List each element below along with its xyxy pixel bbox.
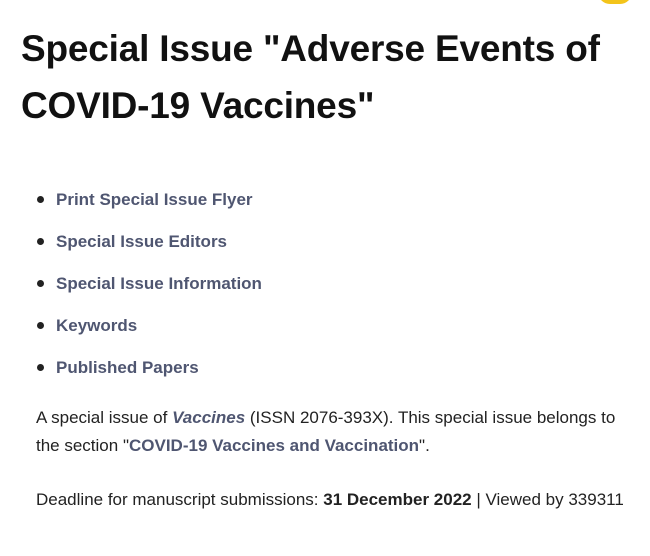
bullet-icon (37, 196, 44, 203)
intro-issn-text: (ISSN 2076-393X). This special issue belongs to the section " (36, 408, 616, 455)
views-count: | Viewed by 339311 (471, 490, 624, 509)
intro-suffix: ". (419, 436, 430, 455)
deadline-info (36, 486, 626, 514)
print-flyer-link[interactable]: Print Special Issue Flyer (56, 190, 253, 209)
keywords-link[interactable]: Keywords (56, 316, 138, 335)
corner-decoration (598, 0, 632, 4)
deadline-label: Deadline for manuscript submissions: (36, 490, 324, 509)
bullet-icon (37, 322, 44, 329)
intro-prefix: A special issue of (36, 408, 173, 427)
list-item (36, 228, 262, 270)
bullet-icon (37, 238, 44, 245)
section-nav-list (36, 186, 262, 396)
list-item (36, 354, 262, 396)
list-item (36, 312, 262, 354)
special-issue-information-link[interactable]: Special Issue Information (56, 274, 262, 293)
journal-link[interactable]: Vaccines (172, 408, 246, 427)
bullet-icon (37, 364, 44, 371)
bullet-icon (37, 280, 44, 287)
special-issue-editors-link[interactable]: Special Issue Editors (56, 232, 228, 251)
published-papers-link[interactable]: Published Papers (56, 358, 199, 377)
page-title: Special Issue "Adverse Events of COVID-19 Vaccines" (21, 28, 600, 126)
section-link[interactable]: COVID-19 Vaccines and Vaccination (128, 436, 420, 455)
list-item (36, 270, 262, 312)
special-issue-intro (36, 404, 626, 460)
deadline-date: 31 December 2022 (323, 490, 472, 509)
list-item (36, 186, 262, 228)
